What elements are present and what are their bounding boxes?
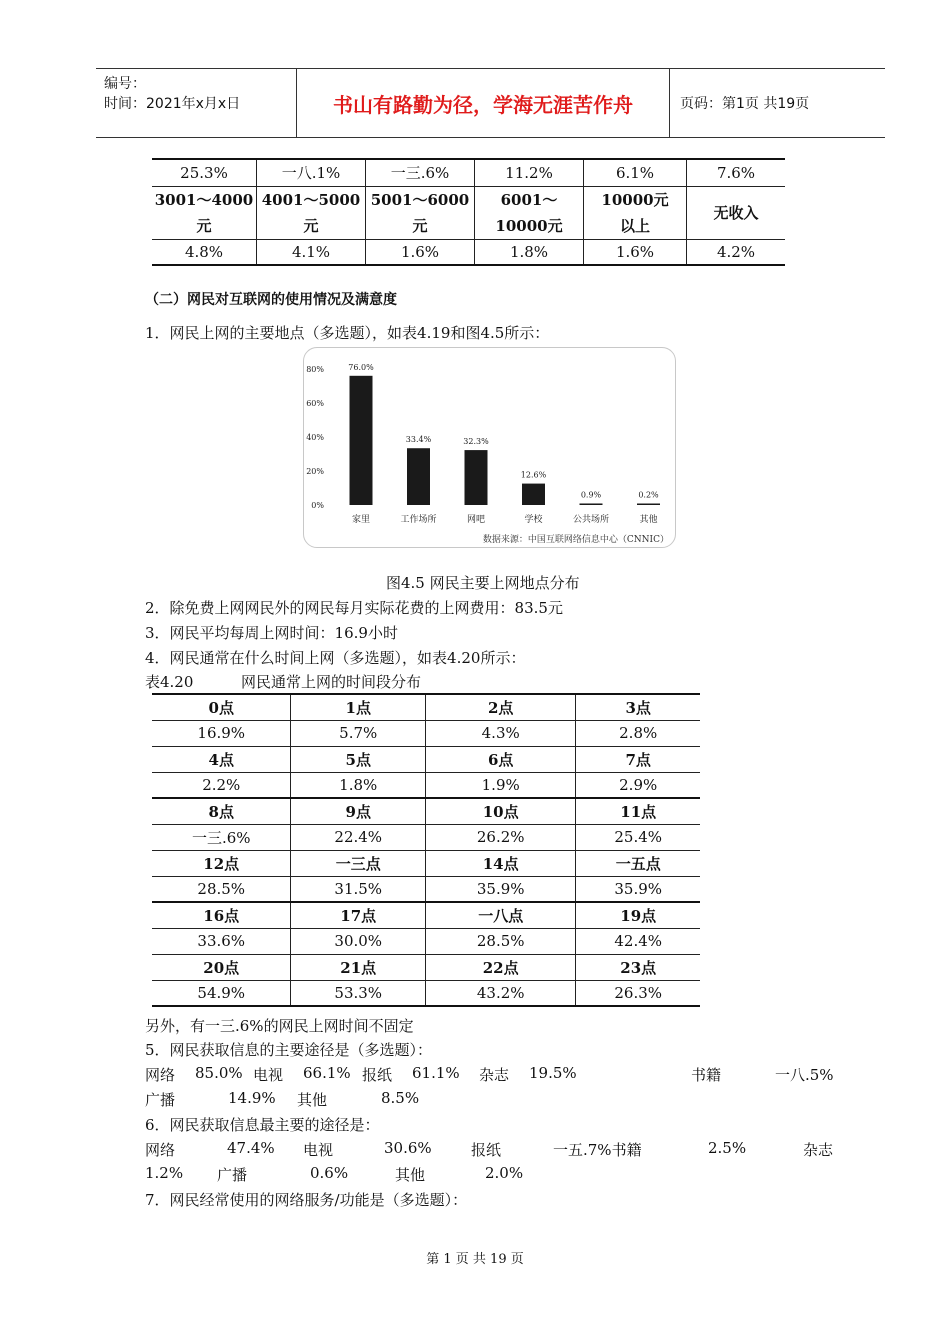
table-row [152, 159, 785, 186]
data-label: 12.6% [520, 470, 547, 480]
table-cell: 11.2% [475, 159, 584, 186]
item-6-line-2 [145, 1164, 845, 1186]
time-label: 时间：2021年x月x日 [104, 96, 241, 112]
table-cell: 43.2% [425, 980, 575, 1006]
table-cell: 16.9% [152, 720, 291, 746]
table-row [152, 980, 700, 1006]
table-cell: 6.1% [584, 159, 687, 186]
value: 一八.5% [775, 1066, 834, 1084]
label: 广播 [145, 1091, 176, 1109]
value: 8.5% [381, 1089, 420, 1107]
label: 广播 [217, 1166, 248, 1184]
table-cell: 4.3% [425, 720, 575, 746]
item-1: 1．网民上网的主要地点（多选题），如表4.19和图4.5所示： [145, 324, 550, 342]
data-label: 33.4% [405, 435, 432, 445]
header-cell: 9点 [291, 798, 426, 824]
table-cell: 4.2% [687, 239, 786, 265]
label: 杂志 [803, 1141, 834, 1159]
table-cell: 35.9% [576, 876, 700, 902]
value: 30.6% [384, 1139, 432, 1157]
page-footer: 第 1 页 共 19 页 [426, 1252, 524, 1267]
data-label: 32.3% [463, 437, 489, 447]
label: 报纸 [362, 1066, 393, 1084]
section-heading: （二）网民对互联网的使用情况及满意度 [145, 292, 397, 308]
table-cell: 一三.6% [366, 159, 475, 186]
table-cell: 4.1% [257, 239, 366, 265]
item-4: 4．网民通常在什么时间上网（多选题），如表4.20所示： [145, 649, 526, 667]
table-cell: 2.2% [152, 772, 291, 798]
table-cell: 33.6% [152, 928, 291, 954]
value: 14.9% [228, 1089, 276, 1107]
table-cell: 26.2% [425, 824, 575, 850]
table-caption [145, 671, 421, 692]
header-cell: 0点 [152, 694, 291, 720]
label: 网络 [145, 1141, 176, 1159]
table-cell: 2.8% [576, 720, 700, 746]
table-cell: 28.5% [425, 928, 575, 954]
value: 47.4% [227, 1139, 275, 1157]
header-cell: 21点 [291, 954, 426, 980]
value: 85.0% [195, 1064, 243, 1082]
header-cell-line: 10000元 [601, 190, 669, 209]
data-label: 0.2% [638, 490, 659, 500]
table-row [152, 720, 700, 746]
value: 19.5% [529, 1064, 577, 1082]
label: 电视 [253, 1066, 284, 1084]
header-cell [687, 186, 786, 239]
item-2: 2．除免费上网网民外的网民每月实际花费的上网费用：83.5元 [145, 599, 563, 617]
number-label: 编号： [104, 76, 146, 92]
header-cell-line: 以上 [619, 216, 650, 235]
header-cell-line: 元 [303, 216, 319, 235]
table-cell: 1.8% [291, 772, 426, 798]
table-cell: 4.8% [152, 239, 257, 265]
header-cell: 19点 [576, 902, 700, 928]
table-row [152, 876, 700, 902]
header-cell [257, 186, 366, 239]
header-cell-line: 5001～6000 [370, 190, 470, 209]
table-header-row [152, 186, 785, 239]
value: 0.6% [310, 1164, 349, 1182]
table-cell: 1.6% [366, 239, 475, 265]
value: 一五.7%书籍 [553, 1141, 642, 1159]
x-tick-label: 工作场所 [400, 515, 437, 525]
bar [350, 376, 373, 505]
header-cell: 20点 [152, 954, 291, 980]
after-table-note: 另外，有一三.6%的网民上网时间不固定 [145, 1017, 414, 1035]
table-title: 网民通常上网的时间段分布 [240, 673, 421, 691]
header-cell-line: 元 [412, 216, 428, 235]
value: 66.1% [303, 1064, 351, 1082]
label: 其他 [297, 1091, 328, 1109]
table-row [152, 772, 700, 798]
x-tick-label: 公共场所 [572, 515, 610, 525]
header-cell [475, 186, 584, 239]
table-row [152, 824, 700, 850]
header-cell: 5点 [291, 746, 426, 772]
y-tick-label: 80% [306, 365, 324, 374]
table-cell: 25.4% [576, 824, 700, 850]
item-6-line-1 [145, 1139, 845, 1161]
table-cell: 26.3% [576, 980, 700, 1006]
label: 杂志 [479, 1066, 510, 1084]
label: 报纸 [471, 1141, 502, 1159]
item-5: 5．网民获取信息的主要途径是（多选题）： [145, 1041, 433, 1059]
table-header-row [152, 850, 700, 876]
header-cell: 23点 [576, 954, 700, 980]
table-cell: 1.9% [425, 772, 575, 798]
header-cell: 4点 [152, 746, 291, 772]
table-cell: 53.3% [291, 980, 426, 1006]
table-header-row [152, 954, 700, 980]
label: 网络 [145, 1066, 176, 1084]
header-cell-line: 3001～4000 [154, 190, 254, 209]
table-header-row [152, 746, 700, 772]
header-cell: 16点 [152, 902, 291, 928]
header-cell: 6点 [425, 746, 575, 772]
header-cell: 12点 [152, 850, 291, 876]
y-tick-label: 0% [311, 501, 324, 510]
table-cell: 1.6% [584, 239, 687, 265]
header-cell: 8点 [152, 798, 291, 824]
table-label: 表4.20 [145, 673, 194, 691]
header-cell-line: 4001～5000 [261, 190, 361, 209]
header-cell: 7点 [576, 746, 700, 772]
table-cell: 28.5% [152, 876, 291, 902]
value: 61.1% [412, 1064, 460, 1082]
header-cell [366, 186, 475, 239]
header-cell: 22点 [425, 954, 575, 980]
bar [407, 448, 430, 505]
chart-canvas [304, 348, 677, 549]
table-cell: 一八.1% [257, 159, 366, 186]
header-cell: 3点 [576, 694, 700, 720]
item-6: 6．网民获取信息最主要的途径是： [145, 1116, 380, 1134]
table-cell: 42.4% [576, 928, 700, 954]
chart-source-note: 数据来源：中国互联网络信息中心（CNNIC） [482, 535, 669, 545]
header-motto: 书山有路勤为径，学海无涯苦作舟 [297, 69, 670, 137]
table-cell: 1.8% [475, 239, 584, 265]
bar [522, 484, 545, 505]
table-header-row [152, 902, 700, 928]
value: 2.5% [708, 1139, 747, 1157]
y-tick-label: 20% [306, 467, 324, 476]
table-cell: 5.7% [291, 720, 426, 746]
value: 1.2% [145, 1164, 184, 1182]
header-cell-line: 无收入 [713, 203, 759, 222]
label: 其他 [395, 1166, 426, 1184]
item-5-line-1 [145, 1064, 845, 1086]
header-cell: 17点 [291, 902, 426, 928]
time-table [152, 693, 700, 1007]
y-tick-label: 40% [306, 433, 324, 442]
bar [465, 450, 488, 505]
item-3: 3．网民平均每周上网时间：16.9小时 [145, 624, 398, 642]
location-chart [303, 347, 676, 548]
x-tick-label: 其他 [639, 515, 658, 525]
header-cell [584, 186, 687, 239]
y-tick-label: 60% [306, 399, 324, 408]
item-5-line-2 [145, 1089, 845, 1111]
bar [580, 503, 603, 505]
data-label: 76.0% [348, 362, 374, 372]
label: 电视 [303, 1141, 334, 1159]
header-cell: 1点 [291, 694, 426, 720]
x-tick-label: 家里 [351, 515, 371, 525]
value: 2.0% [485, 1164, 524, 1182]
table-cell: 25.3% [152, 159, 257, 186]
header-cell [152, 186, 257, 239]
header-cell-line: 元 [196, 216, 212, 235]
label: 书籍 [691, 1066, 722, 1084]
table-cell: 31.5% [291, 876, 426, 902]
table-cell: 7.6% [687, 159, 786, 186]
table-row [152, 928, 700, 954]
header-cell: 一五点 [576, 850, 700, 876]
header-page-label: 页码：第1页 共19页 [680, 96, 810, 112]
item-7: 7．网民经常使用的网络服务/功能是（多选题）： [145, 1191, 468, 1209]
header-cell: 11点 [576, 798, 700, 824]
table-row [152, 239, 785, 265]
header-cell: 10点 [425, 798, 575, 824]
header-cell: 2点 [425, 694, 575, 720]
page-header [96, 68, 885, 138]
header-cell: 一三点 [291, 850, 426, 876]
x-tick-label: 网吧 [466, 515, 486, 525]
x-tick-label: 学校 [524, 515, 543, 525]
bar [637, 504, 660, 506]
header-meta [96, 69, 297, 137]
table-header-row [152, 694, 700, 720]
table-header-row [152, 798, 700, 824]
table-cell: 2.9% [576, 772, 700, 798]
header-cell: 14点 [425, 850, 575, 876]
figure-caption: 图4.5 网民主要上网地点分布 [386, 574, 580, 592]
income-table [152, 158, 785, 266]
table-cell: 一三.6% [152, 824, 291, 850]
table-cell: 54.9% [152, 980, 291, 1006]
header-cell: 一八点 [425, 902, 575, 928]
header-cell-line: 10000元 [495, 216, 563, 235]
table-cell: 35.9% [425, 876, 575, 902]
table-cell: 22.4% [291, 824, 426, 850]
table-cell: 30.0% [291, 928, 426, 954]
data-label: 0.9% [580, 490, 602, 500]
header-cell-line: 6001～ [500, 190, 558, 209]
